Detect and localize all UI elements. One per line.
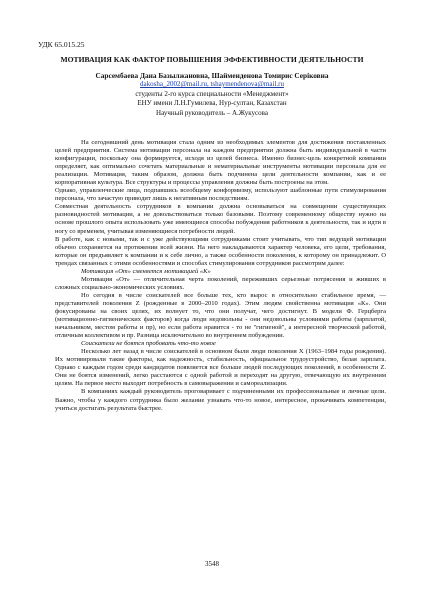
section-subheading: Соискатели не боятся пробовать что-то новое	[81, 340, 216, 348]
section-subheading: Мотивация «От» сменяется мотивацией «К»	[81, 267, 211, 275]
paragraph: На сегодняшний день мотивация стала одним из необходимых элементов для достижения поставленных целей предприятия. Система мотивации персонала на каждом предприятии должна быть индивидуальной в части конфигурации, поскольку она формируется, исходя из целей бизнеса. Именно бизнес-цель конкретной компании определяет, как оптимально сочетать материальные и нематериальные инструменты мотивации персонала для ее реализации. Мотивация, таким образом, должна быть подчинена цели деятельности компании, как и ее корпоративная культура. Все структуры и процессы управления должны быть построены на этом.	[55, 139, 386, 187]
authors: Сарсембаева Дана Базылжановна, Шайменденова Томирис Серіковна	[95, 71, 329, 80]
paragraph: В компаниях каждый руководитель проговаривает с подчиненными их профессиональные и личные цели. Важно, чтобы у каждого сотрудника было желание узнавать что-то новое, интересное, прокачивать компетенции, учиться достигать результата быстрее.	[55, 388, 386, 412]
paragraph: В работе, как с новыми, так и с уже действующими сотрудниками стоит учитывать, что тип ведущей мотивации обычно сохраняется на протяжении всей жизни. На него накладываются характер человека, его цели, требования, которые он предъявляет к компании и к себе лично, а также особенности поколения, к которому он принадлежит. О трендах связанных с этими особенностями и способах стимулирования сотрудников рассмотрим далее:	[55, 235, 386, 267]
student-line: студенты 2-го курса специальности «Менеджмент»	[135, 90, 289, 98]
supervisor-line: Научный руководитель – А.Жукусова	[156, 108, 268, 117]
paragraph: Мотивация «От» — отличительная черта поколений, переживших серьезные потрясения и живших в сложных социально-экономических условиях.	[55, 275, 386, 291]
paragraph: Однако, управленческие лица, подпавшись всеобщему конформизму, используют шаблонные пути стимулирования персонала, что зачастую приводит лишь к негативным последствиям.	[55, 187, 386, 203]
author-emails[interactable]: dakosha_2002@mail.ru, tshaymendenova@mail.ru	[140, 80, 284, 88]
affiliation-block	[0, 90, 424, 118]
paper-title: МОТИВАЦИЯ КАК ФАКТОР ПОВЫШЕНИЯ ЭФФЕКТИВНОСТИ ДЕЯТЕЛЬНОСТИ	[60, 55, 364, 64]
paper-body	[55, 139, 386, 413]
paragraph: Но сегодня в числе соискателей все больше тех, кто вырос в относительно стабильное время, — представителей поколения Z (рожденные в 2000–2010 годах). Этим людям свойственна мотивация «К». Они фокусированы на своих целях, их волнует то, что они получат, чего достигнут. В модели Ф. Герцберга (мотивационно-гигиенических факторов) когда люди недовольны - они недовольны условиями работы (зарплатой, начальником, местом работы и пр), но если работа нравится - то не "гигиеной", а интересной творческой работой, отличным коллективом и пр. Разница исключительно во внутреннем побуждении.	[55, 291, 386, 340]
page-number: 3548	[205, 560, 219, 568]
paragraph: Совместная деятельность сотрудников в компании должна основываться на совмещении существующих разновидностей мотивации, а не довольствоваться только базовыми. Поэтому современному обществу нужно на основе прошлого опыта использовать уже имеющиеся способы побуждения работников к деятельности, так и идти в ногу со временем, учитывая изменяющиеся потребности людей.	[55, 203, 386, 235]
university-line: ЕНУ имени Л.Н.Гумилева, Нур-султан, Казахстан	[137, 99, 287, 108]
paragraph: Несколько лет назад в числе соискателей в основном были люди поколения X (1963–1984 годы рождения). Их мотивировали такие факторы, как надежность, стабильность, официальное трудоустройство, белая зарплата. Однако с каждым годом среди кандидатов появляется все больше людей последующих поколений, в особенности Z. Они не боятся изменений, легко расстаются с одной работой и переходят на другую, отвечающую их внутренним целям. На первое место выходит потребность в самовыражении и самореализации.	[55, 348, 386, 388]
udk-code: УДК 65.015.25	[38, 40, 85, 49]
